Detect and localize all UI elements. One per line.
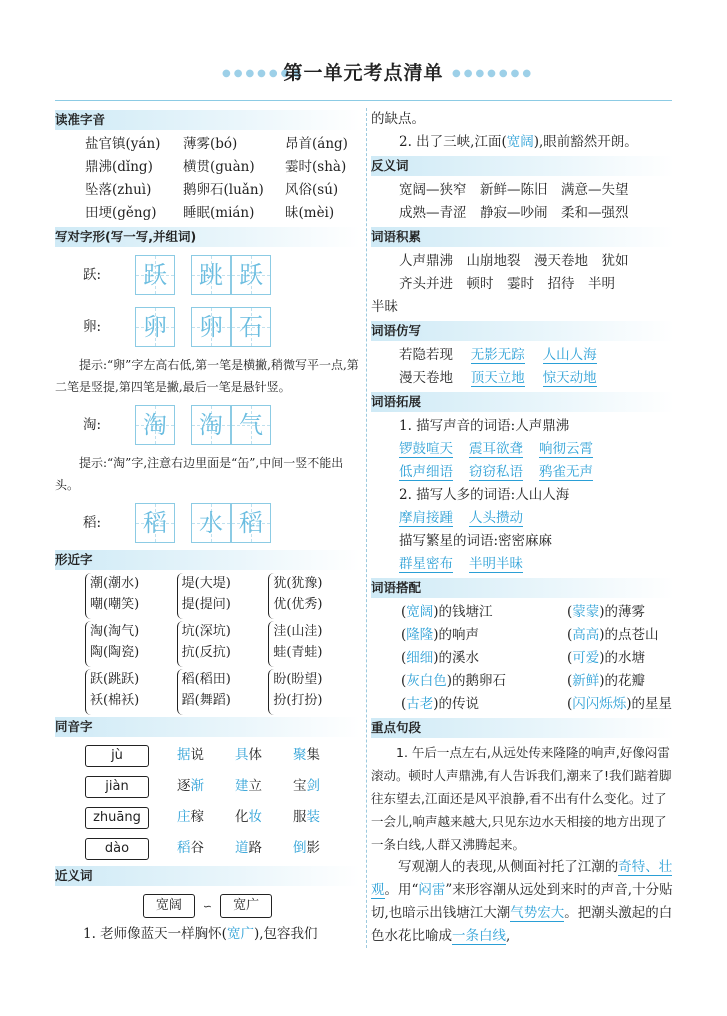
- model-word: 若隐若现: [399, 347, 453, 363]
- homophone-word: 稻谷: [177, 840, 204, 856]
- synonym-box: 宽广: [220, 894, 272, 918]
- collocation-item: (隆隆)的响声: [401, 627, 480, 643]
- pinyin-box: dào: [85, 838, 149, 860]
- imitation-line: [371, 344, 674, 367]
- imitation-line: [371, 367, 674, 390]
- collocation-item: (古老)的传说: [401, 696, 480, 712]
- antonym-line: 宽阔—狭窄 新鲜—陈旧 满意—失望: [399, 182, 629, 198]
- grid-label: 淘:: [83, 416, 102, 433]
- pinyin-row: [55, 202, 360, 225]
- writing-box: 稻: [135, 503, 175, 543]
- homophone-word: 化妆: [235, 809, 262, 825]
- pinyin-box: zhuāng: [85, 807, 149, 829]
- extension-word: 锣鼓喧天: [399, 441, 453, 457]
- similar-char: 犹(犹豫): [273, 576, 323, 591]
- extension-words: [371, 507, 674, 530]
- extension-word: 摩肩接踵: [399, 510, 453, 526]
- writing-grid-row: [55, 400, 360, 450]
- similar-chars-row: [85, 669, 360, 715]
- pinyin-item: 薄雾(bó): [183, 136, 238, 152]
- writing-box: 卵: [191, 307, 231, 347]
- writing-grid-row: [55, 498, 360, 548]
- extension-row: [371, 553, 674, 576]
- homophone-word: 倒影: [293, 840, 320, 856]
- writing-box: 水: [191, 503, 231, 543]
- similar-char: 跃(跳跃): [90, 672, 140, 687]
- pinyin-item: 昧(mèi): [285, 205, 335, 221]
- writing-box: 淘: [135, 405, 175, 445]
- similar-char: 蹈(舞蹈): [181, 693, 231, 708]
- collocation-item: (高高)的点苍山: [567, 627, 659, 643]
- model-word: 漫天卷地: [399, 370, 453, 386]
- answer-word: 顶天立地: [470, 370, 525, 386]
- homophone-word: 逐渐: [177, 778, 204, 794]
- answer-word: 无影无踪: [470, 347, 525, 363]
- tip-text: 提示:“淘”字,注意右边里面是“缶”,中间一竖不能出头。: [55, 456, 344, 492]
- collocation-item: (可爱)的水塘: [567, 650, 646, 666]
- collocation-row: [371, 647, 674, 670]
- answer-word: 人山人海: [542, 347, 597, 363]
- pinyin-row: [55, 156, 360, 179]
- pinyin-item: 坠落(zhuì): [85, 182, 152, 198]
- homophone-row: [55, 833, 360, 864]
- extension-word: 半明半昧: [469, 556, 523, 572]
- homophone-word: 据说: [177, 747, 204, 763]
- writing-grid-row: [55, 250, 360, 300]
- title-rule: [55, 100, 672, 101]
- pinyin-item: 睡眠(mián): [183, 205, 255, 221]
- extension-words: [371, 438, 674, 484]
- similar-char: 堤(大堤): [181, 576, 231, 591]
- synonym-example: 1. 老师像蓝天一样胸怀(宽广),包容我们: [83, 926, 318, 942]
- section-header: 近义词: [55, 866, 360, 886]
- writing-box: 石: [231, 307, 271, 347]
- similar-chars-row: [85, 573, 360, 619]
- extension-word: 窃窃私语: [469, 464, 523, 480]
- answer-word: 惊天动地: [542, 370, 597, 386]
- similar-char: 提(提问): [181, 597, 231, 612]
- key-passage: 1. 午后一点左右,从远处传来隆隆的响声,好像闷雷滚动。顿时人声鼎沸,有人告诉我们,潮来了!我们踮着脚往东望去,江面还是风平浪静,看不出有什么变化。过了一会儿,响声越来越大,只见东边水天相接的地方出现了一条白线,人群又沸腾起来。: [371, 745, 672, 852]
- pinyin-item: 昂首(áng): [285, 136, 348, 152]
- page-title: 第一单元考点清单: [283, 62, 444, 84]
- collocation-row: [371, 693, 674, 716]
- pinyin-item: 鹅卵石(luǎn): [183, 182, 264, 198]
- similar-chars-pair: [268, 621, 348, 667]
- synonym-example: 2. 出了三峡,江面(宽阔),眼前豁然开朗。: [399, 134, 638, 150]
- similar-char: 淘(淘气): [90, 624, 140, 639]
- homophone-word: 服装: [293, 809, 320, 825]
- section-header: 词语搭配: [371, 578, 674, 598]
- similar-chars-pair: [268, 669, 348, 715]
- synonym-pair: [55, 889, 360, 923]
- pinyin-item: 风俗(sú): [285, 182, 339, 198]
- extension-word: 低声细语: [399, 464, 453, 480]
- extension-word: 群星密布: [399, 556, 453, 572]
- pinyin-row: [55, 133, 360, 156]
- collocation-item: (闪闪烁烁)的星星: [567, 696, 673, 712]
- pinyin-box: jiàn: [85, 776, 149, 798]
- homophone-word: 庄稼: [177, 809, 204, 825]
- extension-line: 2. 描写人多的词语:人山人海: [399, 487, 570, 503]
- similar-char: 稻(稻田): [181, 672, 231, 687]
- collocation-item: (宽阔)的钱塘江: [401, 604, 493, 620]
- section-header: 形近字: [55, 550, 360, 570]
- similar-char: 扮(打扮): [273, 693, 323, 708]
- extension-words: [371, 553, 674, 576]
- extension-word: 震耳欲聋: [469, 441, 523, 457]
- homophone-word: 建立: [235, 778, 262, 794]
- homophone-word: 道路: [235, 840, 262, 856]
- similar-char: 潮(潮水): [90, 576, 140, 591]
- extension-row: [371, 507, 674, 530]
- synonym-box: 宽阔: [143, 894, 195, 918]
- writing-box: 跃: [135, 255, 175, 295]
- link-icon: ∽: [202, 899, 213, 913]
- similar-char: 盼(盼望): [273, 672, 323, 687]
- section-header: 写对字形(写一写,并组词): [55, 227, 360, 247]
- collocation-item: (细细)的溪水: [401, 650, 480, 666]
- pinyin-item: 霎时(shà): [285, 159, 347, 175]
- pinyin-list: [55, 133, 360, 225]
- extension-row: [371, 438, 674, 461]
- collocation-item: (灰白色)的鹅卵石: [401, 673, 507, 689]
- similar-char: 袄(棉袄): [90, 693, 140, 708]
- collocation-row: [371, 624, 674, 647]
- grid-label: 跃:: [83, 266, 102, 283]
- pinyin-item: 盐官镇(yán): [85, 136, 161, 152]
- homophone-row: [55, 802, 360, 833]
- extension-word: 人头攒动: [469, 510, 523, 526]
- similar-char: 陶(陶瓷): [90, 645, 140, 660]
- pinyin-row: [55, 179, 360, 202]
- similar-chars-pair: [177, 669, 257, 715]
- collocation-row: [371, 601, 674, 624]
- extension-line: 描写繁星的词语:密密麻麻: [399, 533, 553, 549]
- similar-chars-pair: [85, 573, 165, 619]
- writing-box: 跃: [231, 255, 271, 295]
- grid-label: 稻:: [83, 514, 102, 531]
- title-dots-left: ●●●●●●●: [222, 68, 305, 79]
- extension-word: 鸦雀无声: [539, 464, 593, 480]
- writing-box: 跳: [191, 255, 231, 295]
- similar-chars-pair: [268, 573, 348, 619]
- similar-chars-pair: [177, 621, 257, 667]
- homophone-row: [55, 771, 360, 802]
- similar-char: 蛙(青蛙): [273, 645, 323, 660]
- writing-box: 稻: [231, 503, 271, 543]
- extension-line: 1. 描写声音的词语:人声鼎沸: [399, 418, 570, 434]
- homophone-word: 具体: [235, 747, 262, 763]
- pinyin-box: jù: [85, 745, 149, 767]
- extension-word: 响彻云霄: [539, 441, 593, 457]
- collocation-row: [371, 670, 674, 693]
- collocation-item: (蒙蒙)的薄雾: [567, 604, 646, 620]
- grid-label: 卵:: [83, 318, 102, 335]
- continued-text: 的缺点。: [371, 111, 425, 127]
- right-column: [371, 108, 674, 948]
- extension-row: [371, 461, 674, 484]
- similar-char: 洼(山洼): [273, 624, 323, 639]
- homophone-word: 宝剑: [293, 778, 320, 794]
- similar-chars-groups: [55, 573, 360, 715]
- similar-chars-row: [85, 621, 360, 667]
- pinyin-item: 田埂(gěng): [85, 205, 157, 221]
- homophone-list: [55, 740, 360, 864]
- section-header: 词语仿写: [371, 321, 674, 341]
- section-header: 重点句段: [371, 718, 674, 738]
- tip-text: 提示:“卵”字左高右低,第一笔是横撇,稍微写平一点,第二笔是竖提,第四笔是撇,最后一笔是悬针竖。: [55, 358, 359, 394]
- section-header: 读准字音: [55, 110, 360, 130]
- similar-char: 优(优秀): [273, 597, 323, 612]
- section-header: 词语拓展: [371, 392, 674, 412]
- left-column: [55, 108, 360, 946]
- similar-chars-pair: [177, 573, 257, 619]
- antonym-line: 成熟—青涩 静寂—吵闹 柔和—强烈: [399, 205, 629, 221]
- similar-chars-pair: [85, 669, 165, 715]
- homophone-row: [55, 740, 360, 771]
- writing-box: 气: [231, 405, 271, 445]
- vocab-line: 人声鼎沸 山崩地裂 漫天卷地 犹如: [399, 253, 629, 269]
- similar-char: 嘲(嘲笑): [90, 597, 140, 612]
- homophone-word: 聚集: [293, 747, 320, 763]
- title-dots-right: ●●●●●●●: [452, 68, 535, 79]
- pinyin-item: 横贯(guàn): [183, 159, 255, 175]
- column-separator: [366, 108, 367, 948]
- collocation-list: [371, 601, 674, 716]
- similar-chars-pair: [85, 621, 165, 667]
- collocation-item: (新鲜)的花瓣: [567, 673, 646, 689]
- section-header: 词语积累: [371, 227, 674, 247]
- similar-char: 抗(反抗): [181, 645, 231, 660]
- similar-char: 坑(深坑): [181, 624, 231, 639]
- writing-box: 淘: [191, 405, 231, 445]
- writing-box: 卵: [135, 307, 175, 347]
- vocab-line: 齐头并进 顿时 霎时 招待 半明: [399, 276, 615, 292]
- vocab-line: 半昧: [371, 299, 398, 315]
- pinyin-item: 鼎沸(dǐng): [85, 159, 153, 175]
- section-header: 反义词: [371, 156, 674, 176]
- passage-analysis: 写观潮人的表现,从侧面衬托了江潮的奇特、壮观。用“闷雷”来形容潮从远处到来时的声音,十分贴切,也暗示出钱塘江大潮气势宏大。把潮头激起的白色水花比喻成一条白线,: [371, 859, 673, 944]
- section-header: 同音字: [55, 717, 360, 737]
- writing-grid-row: [55, 302, 360, 352]
